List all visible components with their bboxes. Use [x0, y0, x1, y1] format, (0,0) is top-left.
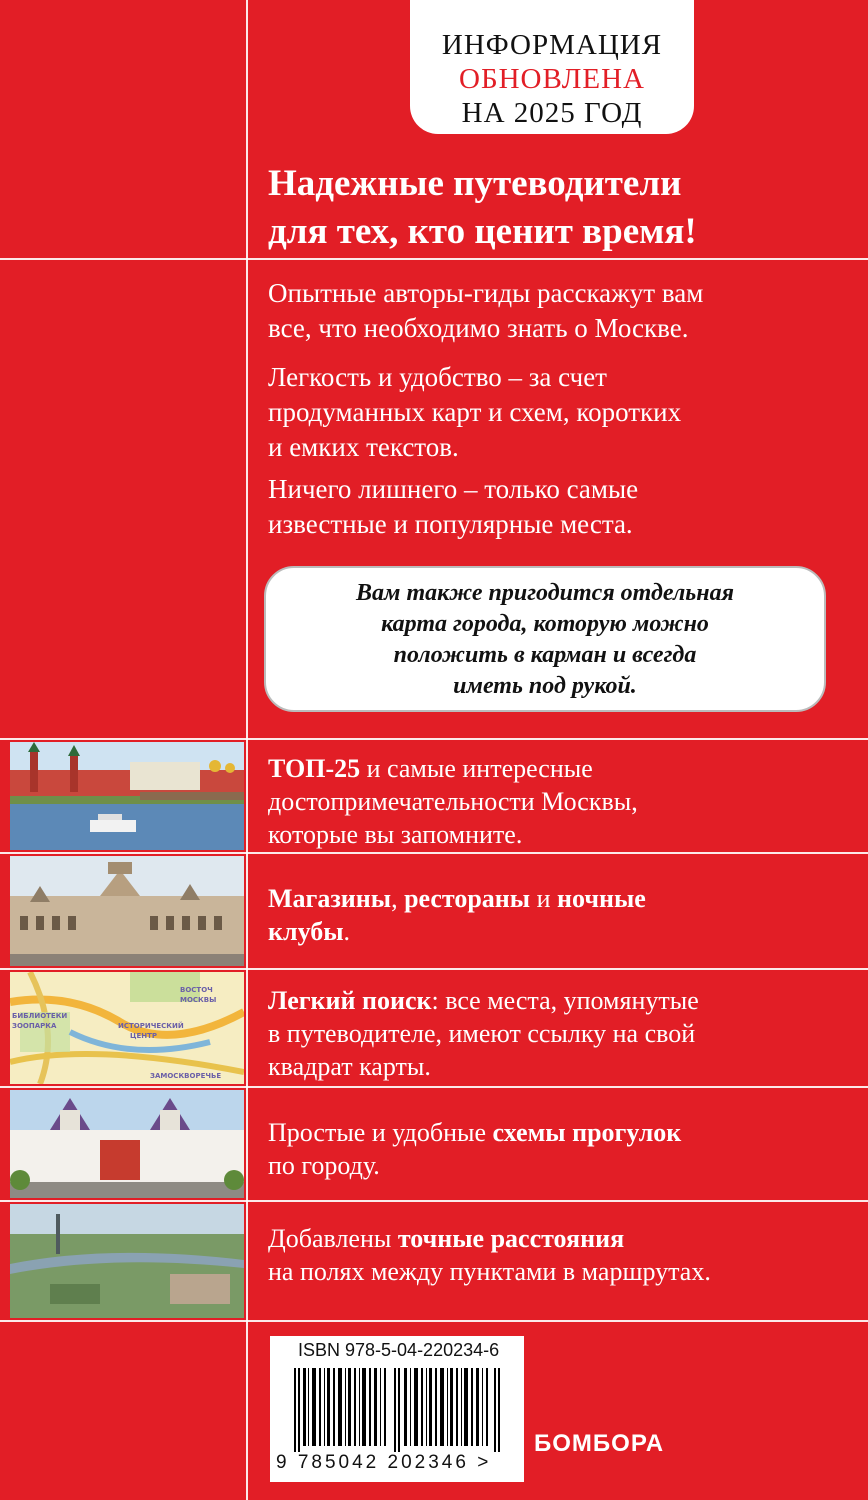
divider [0, 738, 868, 740]
paragraph-line: Легкость и удобство – за счет [268, 362, 607, 392]
paragraph-line: и емких текстов. [268, 432, 459, 462]
feature-distances [268, 1222, 848, 1288]
barcode-bars [294, 1368, 504, 1452]
map-illustration [10, 972, 244, 1084]
badge-line-highlight: ОБНОВЛЕНА [459, 63, 645, 95]
barcode-digits: 9 785042 202346 > [276, 1452, 492, 1473]
map-label: МОСКВЫ [180, 996, 217, 1004]
feature-text: , [391, 884, 405, 913]
feature-bold: Магазины [268, 884, 392, 913]
map-label: ЦЕНТР [130, 1032, 158, 1040]
headline-line: для тех, кто ценит время! [268, 211, 697, 252]
paragraph-line: Ничего лишнего – только самые [268, 474, 639, 504]
badge-line: ИНФОРМАЦИЯ [441, 29, 663, 61]
feature-line: на полях между пунктами в маршрутах. [268, 1257, 711, 1286]
gum-photo [10, 856, 244, 966]
badge-line: НА 2025 ГОД [461, 97, 643, 129]
feature-bold: рестораны [404, 884, 531, 913]
paragraph-line: продуманных карт и схем, коротких [268, 397, 682, 427]
divider [0, 1086, 868, 1088]
kremlin-photo [10, 742, 244, 850]
feature-search [268, 984, 848, 1083]
map-label: ЗАМОСКВОРЕЧЬЕ [150, 1072, 222, 1080]
feature-line: достопримечательности Москвы, [268, 787, 638, 816]
map-label: БИБЛИОТЕКИ [12, 1012, 68, 1020]
note-line: Вам также пригодится отдельная [356, 580, 734, 606]
paragraph-line: известные и популярные места. [268, 509, 633, 539]
feature-bold: точные расстояния [397, 1224, 625, 1253]
map-label: ИСТОРИЧЕСКИЙ [118, 1022, 184, 1030]
feature-top25 [268, 752, 848, 851]
feature-line: в путеводителе, имеют ссылку на свой [268, 1019, 696, 1048]
paragraph-line: Опытные авторы-гиды расскажут вам [268, 278, 704, 308]
isbn-text: ISBN 978-5-04-220234-6 [298, 1340, 500, 1360]
divider [0, 968, 868, 970]
map-label: ВОСТОЧ [180, 986, 213, 994]
feature-walks [268, 1116, 848, 1182]
izmailovo-illustration [10, 1090, 244, 1198]
column-divider [246, 0, 248, 1500]
feature-text: : все места, упомянутые [431, 986, 699, 1015]
feature-line: которые вы запомните. [268, 820, 523, 849]
note-line: карта города, которую можно [381, 611, 709, 637]
feature-bold: ночные [557, 884, 646, 913]
aerial-illustration [10, 1204, 244, 1318]
divider [0, 258, 868, 260]
feature-bold: клубы [268, 917, 344, 946]
map-label: ЗООПАРКА [12, 1022, 57, 1030]
feature-text: Добавлены [268, 1224, 398, 1253]
city-map-note [264, 566, 826, 712]
updated-info-badge [410, 0, 694, 134]
aerial-photo [10, 1204, 244, 1318]
divider [0, 852, 868, 854]
paragraph [268, 472, 858, 542]
feature-text: . [343, 917, 351, 946]
kremlin-illustration [10, 742, 244, 850]
feature-line: по городу. [268, 1151, 380, 1180]
divider [0, 1320, 868, 1322]
feature-bold: схемы прогулок [492, 1118, 682, 1147]
feature-text: Простые и удобные [268, 1118, 493, 1147]
feature-text: и самые интересные [360, 754, 593, 783]
izmailovo-photo [10, 1090, 244, 1198]
note-line: положить в карман и всегда [393, 642, 697, 668]
publisher-logo: БОМБОРА [534, 1430, 665, 1457]
barcode [270, 1336, 524, 1482]
paragraph-line: все, что необходимо знать о Москве. [268, 313, 689, 343]
gum-illustration [10, 856, 244, 966]
feature-bold: Легкий поиск [268, 986, 432, 1015]
feature-line: квадрат карты. [268, 1052, 431, 1081]
divider [0, 1200, 868, 1202]
feature-text: и [530, 884, 558, 913]
paragraph [268, 360, 858, 465]
note-line: иметь под рукой. [453, 673, 637, 699]
feature-shops [268, 882, 848, 948]
feature-bold: ТОП-25 [268, 754, 361, 783]
headline [268, 160, 858, 256]
headline-line: Надежные путеводители [268, 163, 682, 204]
map-photo [10, 972, 244, 1084]
paragraph [268, 276, 858, 346]
